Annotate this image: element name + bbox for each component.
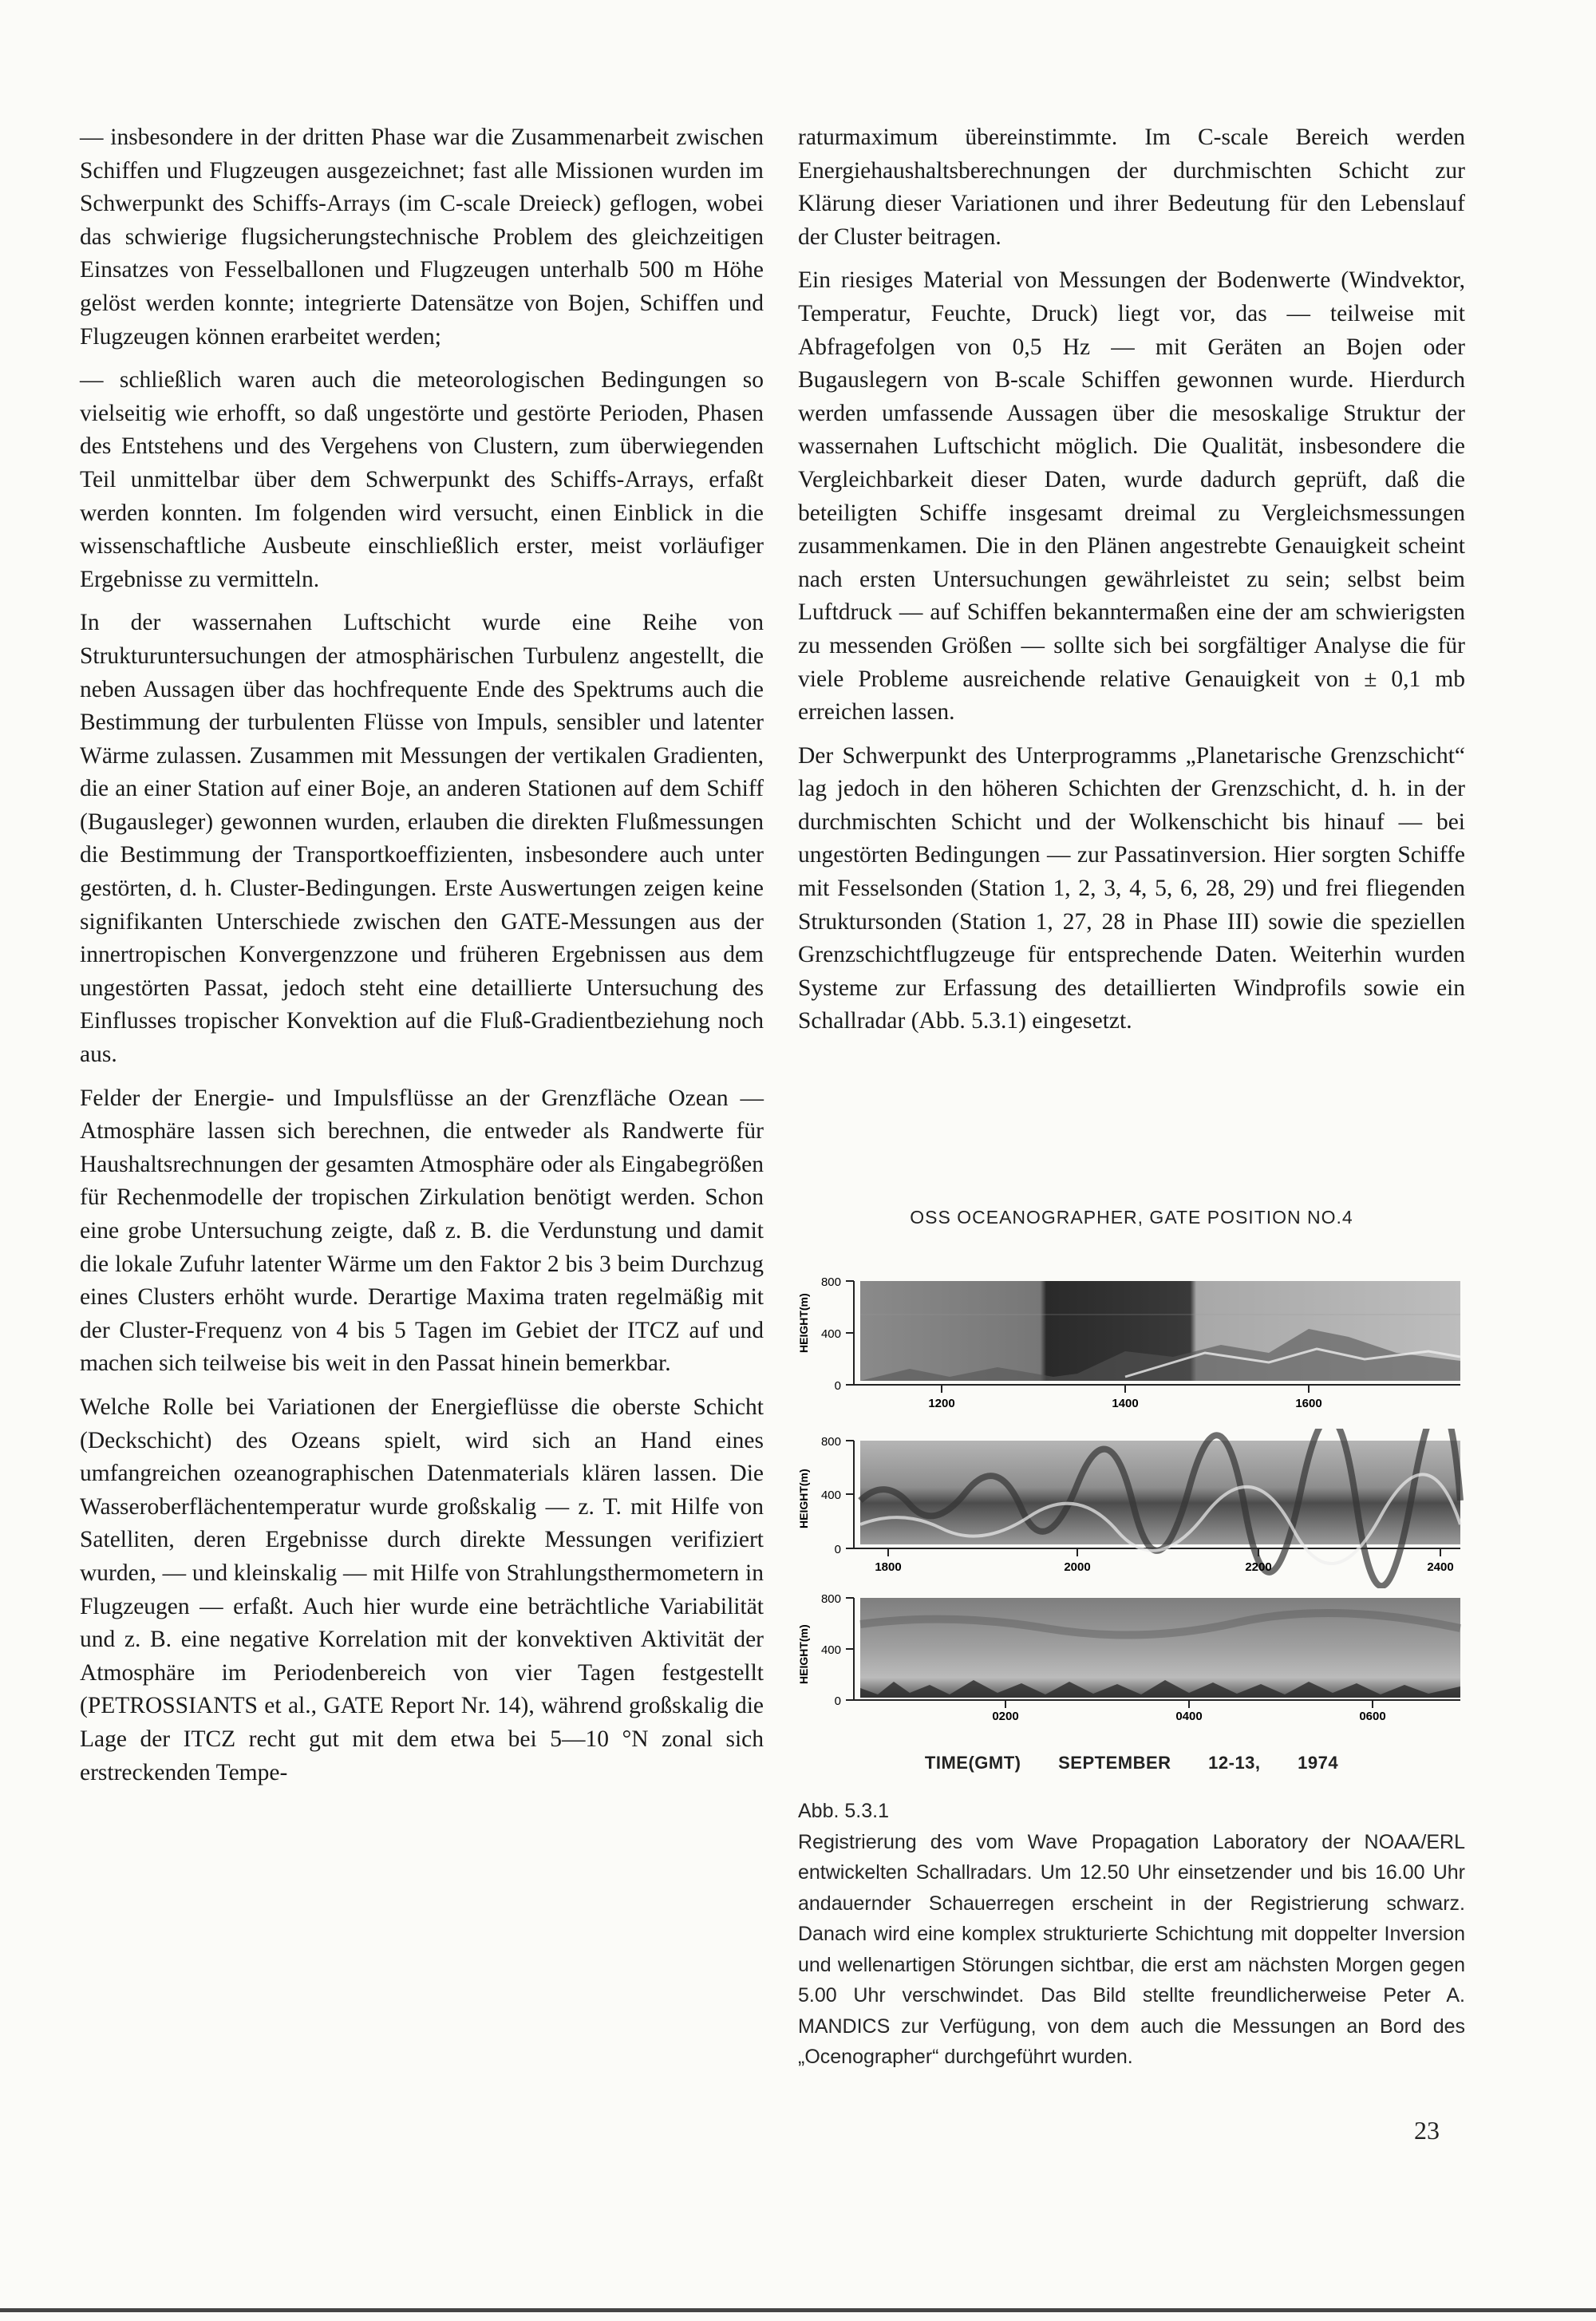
y-axis-label: HEIGHT(m) (797, 1624, 810, 1684)
radar-panel-3 (790, 1592, 1484, 1744)
radar-panel-2 (790, 1429, 1484, 1588)
figure-caption (798, 1796, 1465, 2073)
paragraph: Felder der Energie- und Impulsflüsse an der Grenzfläche Ozean — Atmosphäre lassen sich berechnen, die entweder als Randwerte für Haushaltsrechnungen der gesamten Atmosphäre oder als Eingabegrößen für Rechenmodelle der tropischen Zirkulation benötigt werden. Schon eine grobe Untersuchung zeigte, daß z. B. die Verdunstung und damit die lokale Zufuhr latenter Wärme um den Faktor 2 bis 3 beim Durchzug eines Clusters erhöht wurde. Derartige Maxima traten regelmäßig mit der Cluster-Frequenz von 4 bis 5 Tagen im Gebiet der ITCZ auf und machen sich teilweise bis weit in den Passat hinein bemerkbar. (80, 1085, 764, 1377)
y-tick-label: 0 (834, 1694, 841, 1708)
x-tick-label: 0200 (992, 1710, 1019, 1723)
page-number: 23 (1414, 2116, 1440, 2145)
x-tick-label: 1800 (875, 1560, 902, 1574)
y-tick-label: 400 (820, 1327, 841, 1341)
figure-time-axis-label (798, 1753, 1465, 1773)
y-tick-label: 800 (820, 1592, 841, 1606)
time-label: TIME(GMT) (924, 1753, 1021, 1773)
bottom-rule (0, 2308, 1596, 2312)
caption-label: Abb. 5.3.1 (798, 1800, 889, 1822)
paragraph: In der wassernahen Luftschicht wurde eine Reihe von Strukturuntersuchungen der atmosphärischen Turbulenz angestellt, die neben Aussagen über das hochfrequente Ende des Spektrums auch die Bestimmung der turbulenten Flüsse von Impuls, sensibler und latenter Wärme zulassen. Zusammen mit Messungen der vertikalen Gradienten, die an einer Station auf einer Boje, an anderen Stationen auf dem Schiff (Bugausleger) gewonnen wurden, erlauben die direkten Flußmessungen die Bestimmung der Transportkoeffizienten, insbesondere auch unter gestörten, d. h. Cluster-Bedingungen. Erste Auswertungen zeigen keine signifikanten Unterschiede zwischen den GATE-Messungen aus der innertropischen Konvergenzzone und früheren Ergebnissen aus dem ungestörten Passat, jedoch steht eine detaillierte Untersuchung des Einflusses tropischer Konvektion auf die Fluß-Gradientbeziehung noch aus. (80, 610, 764, 1068)
x-tick-label: 1600 (1295, 1397, 1322, 1410)
y-axis-label: HEIGHT(m) (797, 1293, 810, 1353)
paragraph: Welche Rolle bei Variationen der Energieflüsse die oberste Schicht (Deckschicht) des Ozeans spielt, wird sich an Hand eines umfangreichen ozeanographischen Datenmaterials klären lassen. Die Wasseroberflächentemperatur wurde großskalig — z. T. mit Hilfe von Satelliten, deren Ergebnisse durch direkte Messungen verifiziert wurden, — und kleinskalig — mit Hilfe von Strahlungsthermometern in Flugzeugen — erfaßt. Auch hier wurde eine beträchtliche Variabilität und z. B. eine negative Korrelation mit der konvektiven Aktivität der Atmosphäre im Periodenbereich von vier Tagen festgestellt (PETROSSIANTS et al., GATE Report Nr. 14), während großskalig die Lage der ITCZ recht gut mit dem etwa bei 5—10 °N zonal sich erstreckenden Tempe- (80, 1394, 764, 1785)
x-tick-label: 0400 (1175, 1710, 1203, 1723)
x-tick-label: 1200 (928, 1397, 955, 1410)
y-tick-label: 800 (820, 1275, 841, 1289)
paragraph: Ein riesiges Material von Messungen der Bodenwerte (Windvektor, Temperatur, Feuchte, Druck) liegt vor, das — teilweise mit Abfragefolgen von 0,5 Hz — mit Geräten an Bojen oder Bugauslegern von B-scale Schiffen gewonnen wurde. Hierdurch werden umfassende Aussagen über die mesoskalige Struktur der wassernahen Luftschicht möglich. Die Qualität, insbesondere die Vergleichbarkeit dieser Daten, wurde dadurch geprüft, daß die beteiligten Schiffe insgesamt dreimal zu Vergleichsmessungen zusammenkamen. Die in den Plänen angestrebte Genauigkeit scheint nach ersten Untersuchungen gewährleistet zu sein; selbst beim Luftdruck — auf Schiffen bekanntermaßen eine der am schwierigsten zu messenden Größen — sollte sich bei sorgfältiger Analyse die für viele Probleme ausreichende relative Genauigkeit von ± 0,1 mb erreichen lassen. (798, 267, 1465, 726)
paragraph: — insbesondere in der dritten Phase war die Zusammenarbeit zwischen Schiffen und Flugzeugen ausgezeichnet; fast alle Missionen wurden im Schwerpunkt des Schiffs-Arrays (im C-scale Dreieck) geflogen, wobei das schwierige flugsicherungstechnische Problem des gleichzeitigen Einsatzes von Fesselballonen und Flugzeugen unterhalb 500 m Höhe gelöst werden konnte; integrierte Datensätze von Bojen, Schiffen und Flugzeugen können erarbeitet werden; (80, 125, 764, 350)
y-tick-label: 0 (834, 1543, 841, 1556)
y-tick-label: 0 (834, 1379, 841, 1393)
y-axis-label: HEIGHT(m) (797, 1469, 810, 1528)
x-tick-label: 1400 (1112, 1397, 1139, 1410)
y-tick-label: 400 (820, 1489, 841, 1502)
caption-text: Registrierung des vom Wave Propagation Laboratory der NOAA/ERL entwickelten Schallradars. Um 12.50 Uhr einsetzender und bis 16.00 Uhr andauernder Schauerregen erscheint in der Registrierung schwarz. Danach wird eine komplex strukturierte Schichtung mit doppelter Inversion und wellenartigen Störungen sichtbar, die erst am nächsten Morgen gegen 5.00 Uhr verschwindet. Das Bild stellte freundlicherweise Peter A. MANDICS zur Verfügung, von dem auch die Messungen an Bord des „Ocenographer“ durchgeführt wurden. (798, 1830, 1465, 2068)
figure-title: OSS OCEANOGRAPHER, GATE POSITION NO.4 (910, 1207, 1353, 1228)
right-text-column (798, 121, 1465, 1049)
x-tick-label: 2000 (1064, 1560, 1091, 1574)
x-tick-label: 2200 (1245, 1560, 1272, 1574)
date-label: SEPTEMBER 12-13, 1974 (1058, 1753, 1339, 1773)
paragraph: raturmaximum übereinstimmte. Im C-scale Bereich werden Energiehaushaltsberechnungen der durchmischten Schicht zur Klärung dieser Variationen und ihrer Bedeutung für den Lebenslauf der Cluster beitragen. (798, 125, 1465, 250)
paragraph: — schließlich waren auch die meteorologischen Bedingungen so vielseitig wie erhofft, so daß ungestörte und gestörte Perioden, Phasen des Entstehens und des Vergehens von Clustern, zum überwiegenden Teil unmittelbar über dem Schwerpunkt des Schiffs-Arrays, erfaßt werden konnten. Im folgenden wird versucht, einen Einblick in die wissenschaftliche Ausbeute einschließlich erster, meist vorläufiger Ergebnisse zu vermitteln. (80, 367, 764, 592)
y-tick-label: 800 (820, 1435, 841, 1449)
paragraph: Der Schwerpunkt des Unterprogramms „Planetarische Grenzschicht“ lag jedoch in den höheren Schichten der Grenzschicht, d. h. in der durchmischten Schicht und der Wolkenschicht bis hinauf — bei ungestörten Bedingungen — zur Passatinversion. Hier sorgten Schiffe mit Fesselsonden (Station 1, 2, 3, 4, 5, 6, 28, 29) und frei fliegenden Struktursonden (Station 1, 27, 28 in Phase III) sowie die speziellen Grenzschichtflugzeuge für entsprechende Daten. Weiterhin wurden Systeme zur Erfassung des detaillierten Windprofils sowie ein Schallradar (Abb. 5.3.1) eingesetzt. (798, 742, 1465, 1034)
radar-panel-1 (790, 1257, 1484, 1421)
x-tick-label: 0600 (1359, 1710, 1386, 1723)
y-tick-label: 400 (820, 1643, 841, 1657)
left-text-column (80, 121, 764, 1800)
x-tick-label: 2400 (1427, 1560, 1454, 1574)
